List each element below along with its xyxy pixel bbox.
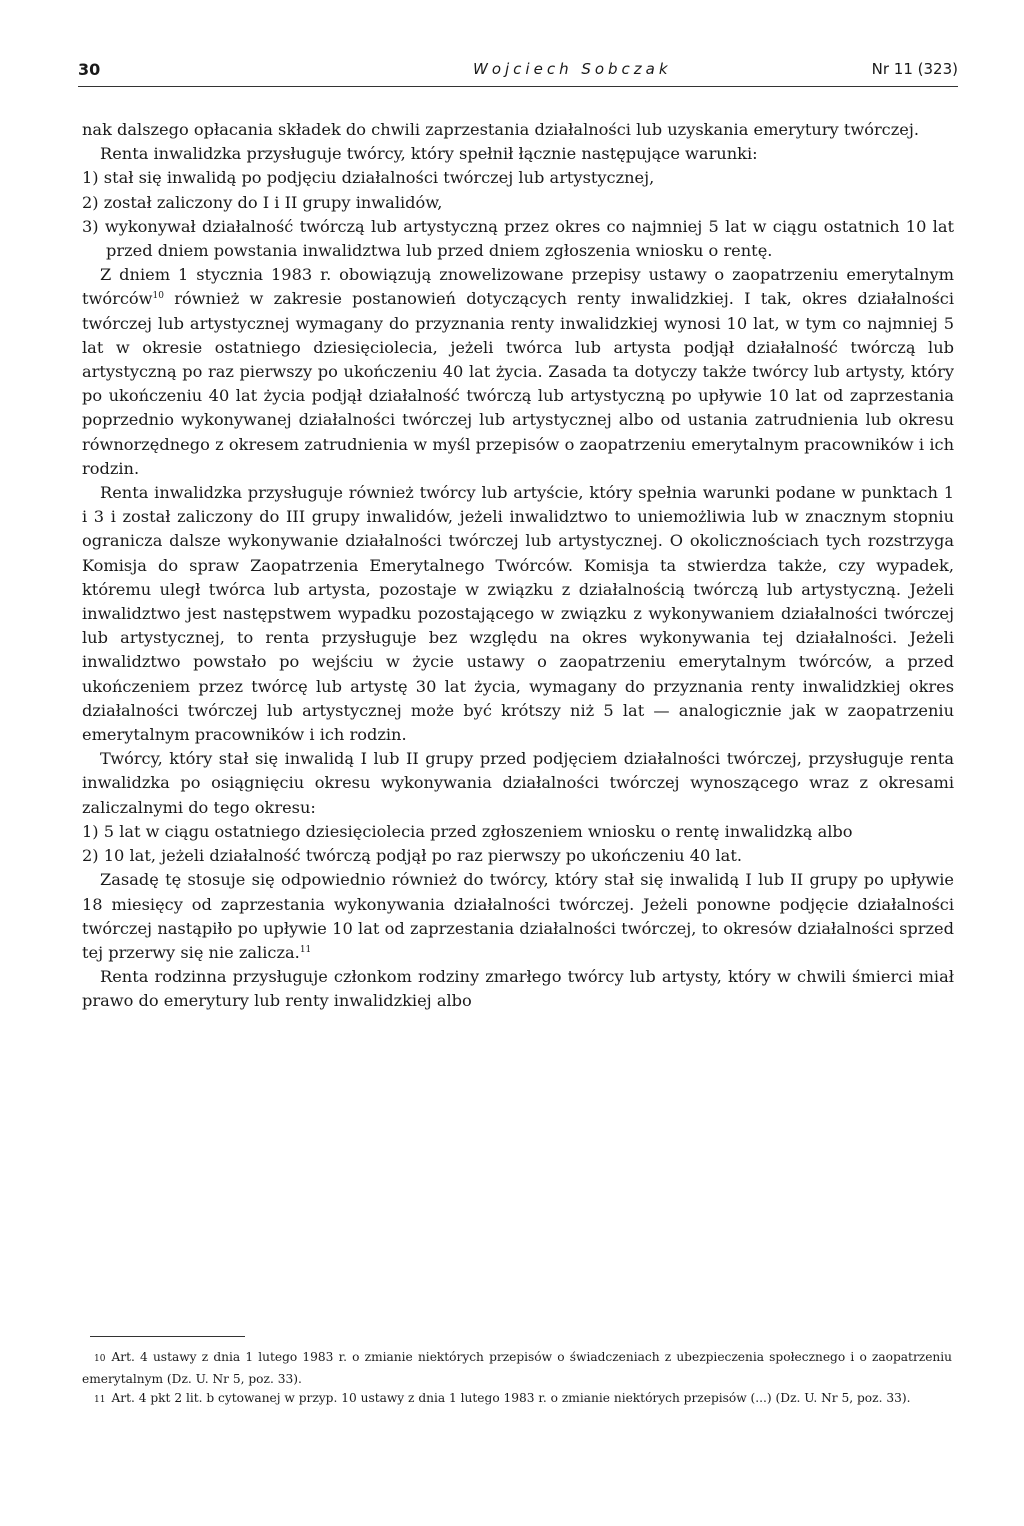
footnote-text: Art. 4 pkt 2 lit. b cytowanej w przyp. 10 ustawy z dnia 1 lutego 1983 r. o zmianie niektórych przepisów (...) (Dz. U. Nr 5, poz. 33). <box>111 1391 911 1405</box>
paragraph <box>82 868 954 965</box>
header-rule <box>78 86 958 87</box>
page-header <box>78 60 958 100</box>
paragraph-text: Z dniem 1 stycznia 1983 r. obowiązują znowelizowane przepisy ustawy o zaopatrzeniu emerytalnym twórców <box>82 265 954 309</box>
paragraph: Renta rodzinna przysługuje członkom rodziny zmarłego twórcy lub artysty, który w chwili śmierci miał prawo do emerytury lub renty inwalidzkiej albo <box>82 967 954 1011</box>
list-item: 3) wykonywał działalność twórczą lub artystyczną przez okres co najmniej 5 lat w ciągu ostatnich 10 lat przed dniem powstania inwalidztwa lub przed dniem zgłoszenia wniosku o rentę. <box>82 216 954 261</box>
footnote-rule <box>90 1336 245 1337</box>
list-item: 2) został zaliczony do I i II grupy inwalidów, <box>82 192 443 212</box>
paragraph: Twórcy, który stał się inwalidą I lub II grupy przed podjęciem działalności twórczej, przysługuje renta inwalidzka po osiągnięciu okresu wykonywania działalności twórczej wynoszącego wraz z okresami zaliczalnymi do tego okresu: <box>82 749 954 817</box>
footnote-reference[interactable]: 10 <box>152 291 164 302</box>
paragraph-text: również w zakresie postanowień dotyczących renty inwalidzkiej. I tak, okres działalności twórczej lub artystycznej wymagany do przyznania renty inwalidzkiej wynosi 10 lat, w tym co najmniej 5 lat w okresie ostatniego dziesięciolecia, jeżeli twórca lub artysta podjął działalność twórczą lub artystyczną po raz pierwszy po ukończeniu 40 lat życia. Zasada ta dotyczy także twórcy lub artysty, który po ukończeniu 40 lat życia podjął działalność twórczą lub artystyczną po upływie 10 lat od zaprzestania poprzednio wykonywanej działalności twórczej lub artystycznej albo od ustania zatrudnienia lub okresu równorzędnego z okresem zatrudnienia w myśl przepisów o zaopatrzeniu emerytalnym pracowników i ich rodzin. <box>82 289 954 478</box>
list-item: 1) stał się inwalidą po podjęciu działalności twórczej lub artystycznej, <box>82 168 655 188</box>
paragraph-continuation: nak dalszego opłacania składek do chwili zaprzestania działalności lub uzyskania emerytury twórczej. <box>82 120 920 139</box>
footnote <box>82 1348 952 1389</box>
paragraph: Renta inwalidzka przysługuje twórcy, który spełnił łącznie następujące warunki: <box>100 144 758 164</box>
footnotes <box>82 1348 952 1411</box>
footnote <box>82 1389 952 1411</box>
page-number: 30 <box>78 60 101 79</box>
footnote-text: Art. 4 ustawy z dnia 1 lutego 1983 r. o zmianie niektórych przepisów o świadczeniach z ubezpieczenia społecznego i o zaopatrzeniu emerytalnym (Dz. U. Nr 5, poz. 33). <box>82 1350 952 1386</box>
footnote-mark: 10 <box>94 1354 106 1364</box>
list-item: 2) 10 lat, jeżeli działalność twórczą podjął po raz pierwszy po ukończeniu 40 lat. <box>82 846 742 866</box>
paragraph-text: Zasadę tę stosuje się odpowiednio również do twórcy, który stał się inwalidą I lub II grupy po upływie 18 miesięcy od zaprzestania wykonywania działalności twórczej. Jeżeli ponowne podjęcie działalności twórczej nastąpiło po upływie 10 lat od zaprzestania działalności twórczej, to okresów działalności sprzed tej przerwy się nie zalicza. <box>82 870 954 962</box>
footnote-mark: 11 <box>94 1395 106 1405</box>
paragraph: Renta inwalidzka przysługuje również twórcy lub artyście, który spełnia warunki podane w punktach 1 i 3 i został zaliczony do III grupy inwalidów, jeżeli inwalidztwo to uniemożliwia lub w znacznym stopniu ogranicza dalsze wykonywanie działalności twórczej lub artystycznej. O okolicznościach tych rozstrzyga Komisja do spraw Zaopatrzenia Emerytalnego Twórców. Komisja ta stwierdza także, czy wypadek, któremu uległ twórca lub artysta, pozostaje w związku z działalnością twórczą lub artystyczną. Jeżeli inwalidztwo jest następstwem wypadku pozostającego w związku z wykonywaniem działalności twórczej lub artystycznej, to renta przysługuje bez względu na okres wykonywania tej działalności. Jeżeli inwalidztwo powstało po wejściu w życie ustawy o zaopatrzeniu emerytalnym twórców, a przed ukończeniem przez twórcę lub artystę 30 lat życia, wymagany do przyznania renty inwalidzkiej okres działalności twórczej lub artystycznej może być krótszy niż 5 lat — analogicznie jak w zaopatrzeniu emerytalnym pracowników i ich rodzin. <box>82 483 954 745</box>
issue-number: Nr 11 (323) <box>871 60 958 78</box>
list-item: 1) 5 lat w ciągu ostatniego dziesięciolecia przed zgłoszeniem wniosku o rentę inwalidzką albo <box>82 821 853 841</box>
footnote-reference[interactable]: 11 <box>299 944 312 955</box>
main-text <box>82 118 954 1014</box>
paragraph <box>82 263 954 481</box>
running-title: Wojciech Sobczak <box>473 60 672 78</box>
